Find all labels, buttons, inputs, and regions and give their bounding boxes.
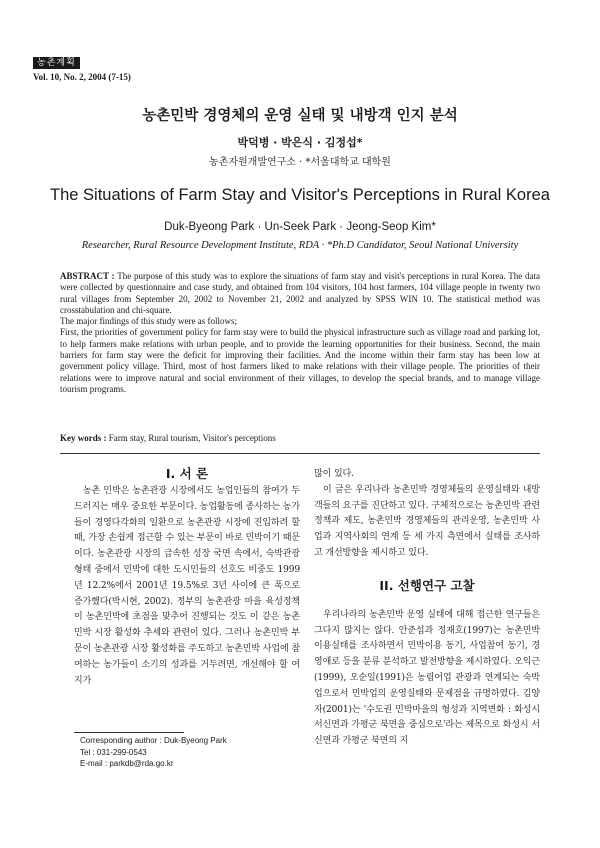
abstract-paragraph: The major findings of this study were as follows; [60,316,237,327]
title-korean: 농촌민박 경영체의 운영 실태 및 내방객 인지 분석 [142,108,458,124]
abstract-paragraph: ABSTRACT : The purpose of this study was to explore the situations of farm stay and visit's perceptions in rural Korea. The data were collected by questionnaire and case study, and obtained from 104 visitors, 104 host farmers, 104 village people in twenty two rural villages from September 20, 2002 to November 21, 2002 and analyzed by SPSS WIN 10. The statistical method was crosstabulation and chi-square. [60,271,540,315]
authors-korean: 박덕병 · 박은식 · 김정섭* [237,136,363,149]
keywords [60,433,540,443]
corresponding-author: Corresponding author : Duk-Byeong Park [80,736,227,745]
footnote [80,735,300,770]
keywords-label: Key words : [60,433,107,443]
body-paragraph-continued: 많이 있다. [314,469,354,479]
right-column [314,467,540,750]
title-english: The Situations of Farm Stay and Visitor's Perceptions in Rural Korea [50,186,550,204]
affiliation-korean: 농촌자원개발연구소 · *서울대학교 대학원 [209,157,391,168]
body-paragraph: 이 글은 우리나라 농촌민박 경영체들의 운영실태와 내방객들의 요구를 진단하고 있다. 구체적으로는 농촌민박 관련 정책과 제도, 농촌민박 경영체들의 관리운영, 농촌민박 사업과 지역사회의 연계 등 세 가지 측면에서 실태를 조사하고 개선방향을 제시하고 있다. [314,484,540,558]
abstract [60,271,540,395]
abstract-label: ABSTRACT : [60,271,115,281]
left-column [74,464,300,689]
author-email: E-mail : parkdb@rda.go.kr [80,759,174,768]
body-paragraph: 농촌 민박은 농촌관광 시장에서도 농업인들의 참여가 두드러지는 매우 중요한 부문이다. 농업활동에 종사하는 농가들이 경영다각화의 일환으로 농촌관광 시장에 진입하려 할 때, 가장 손쉽게 접근할 수 있는 부문이 바로 민박이기 때문이다. 농촌관광 시장의 급속한 성장 국면 속에서, 숙박관광 형태 중에서 민박에 대한 도시민들의 선호도 비중도 1999년 12.2%에서 2001년 19.5%로 3년 사이에 큰 폭으로 증가했다(박시현, 2002). 정부의 농촌관광 마을 육성정책이 농촌민박에 초점을 맞추어 진행되는 것도 이 같은 농촌민박 시장 활성화 추세와 관련이 있다. 그러나 농촌민박 부문이 농촌관광 시장 활성화를 주도하고 농촌민박 사업에 참여하는 농가들이 소기의 성과를 거두려면, 개선해야 할 여지가 [74,486,300,686]
volume-info: Vol. 10, No. 2, 2004 (7-15) [33,72,131,82]
body-paragraph: 우리나라의 농촌민박 운영 실태에 대해 접근한 연구들은 그다지 많지는 않다. 안준섭과 정재호(1997)는 농촌민박 이용실태를 조사하면서 민박이용 동기, 사업참여 동기, 경영애로 등을 분류 분석하고 발전방향을 제시하였다. 오익근(1999), 오순일(1991)은 농림어업 관광과 연계되는 숙박업으로서 민박업의 운영실태와 문제점을 규명하였다. 김양자(2001)는 '수도권 민박마을의 형성과 지역변화 : 화성시 서신면과 가평군 북면을 중심으로'라는 제목으로 화성시 서신면과 가평군 북면의 지 [314,609,540,747]
authors-english: Duk-Byeong Park · Un-Seek Park · Jeong-Seop Kim* [164,221,436,233]
author-phone: Tel : 031-299-0543 [80,747,147,757]
divider [60,453,540,454]
section-title-introduction: I. 서 론 [165,466,209,481]
keywords-text: Farm stay, Rural tourism, Visitor's perceptions [108,433,276,443]
abstract-paragraph: First, the priorities of government policy for farm stay were to build the physical infrastructure such as village road and parking lot, to help farmers make relations with urban people, and to provide the learning opportunities for their business. Second, the main barriers for farm stay were the deficit for improving their facilities. And the income within their farm stay has been low at government policy village. Third, most of host farmers liked to make relations with their village people. The priorities of their relations were to improve natural and social environment of their villages, to develop the special brands, and to manage village tourism programs. [60,327,540,394]
section-title-literature-review: II. 선행연구 고찰 [379,577,475,593]
journal-badge: 농촌계획 [33,57,80,69]
footnote-divider [74,732,184,733]
affiliation-english: Researcher, Rural Resource Development Institute, RDA · *Ph.D Candidator, Seoul National University [81,240,519,251]
